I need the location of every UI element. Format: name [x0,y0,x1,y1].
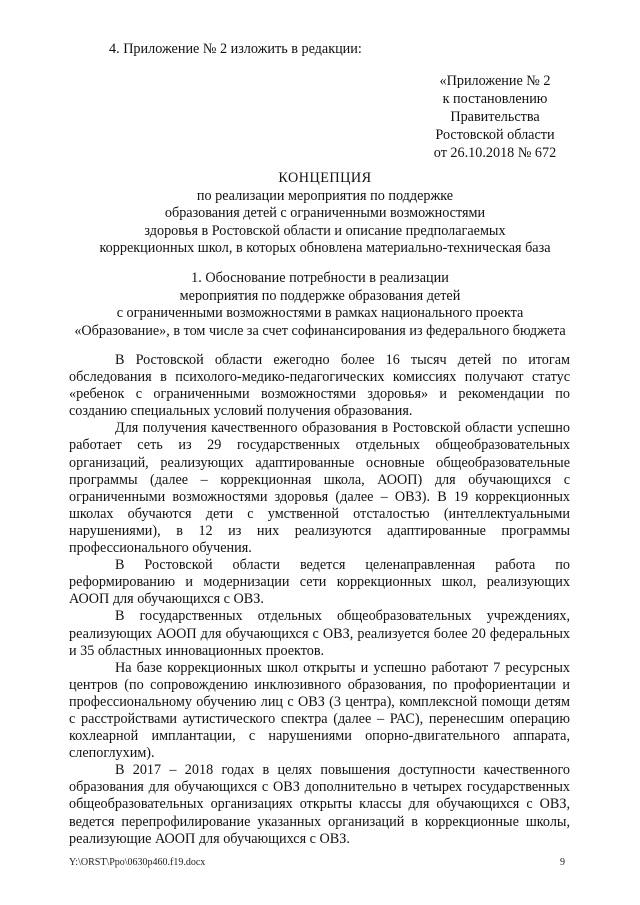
paragraph: В Ростовской области ежегодно более 16 тысяч детей по итогам обследования в психолого-медико-педагогических комиссиях получают статус «ребенок с ограниченными возможностями здоровья» и рекомендации по созданию специальных условий получения образования. [69,352,570,420]
amendment-item: 4. Приложение № 2 изложить в редакции: [109,41,362,57]
appendix-line: от 26.10.2018 № 672 [433,145,557,161]
appendix-line: Ростовской области [435,127,555,143]
appendix-line: к постановлению [442,91,548,107]
paragraph: Для получения качественного образования в Ростовской области успешно работает сеть из 29 государственных отдельных общеобразовательных организаций, реализующих адаптированные основные общеобразовательные программы (далее – коррекционная школа, АООП) для обучающихся с ограниченными возможностями здоровья (далее – ОВЗ). В 19 коррекционных школах обучаются дети с умственной отсталостью (интеллектуальными нарушениями), в 12 из них реализуются адаптированные программы профессионального обучения. [69,420,570,557]
section-heading-line: 1. Обоснование потребности в реализации [191,270,449,286]
appendix-line: Правительства [450,109,540,125]
concept-title: КОНЦЕПЦИЯ [278,170,372,186]
concept-subtitle-line: по реализации мероприятия по поддержке [196,187,454,204]
paragraph: На базе коррекционных школ открыты и успешно работают 7 ресурсных центров (по сопровождению инклюзивного образования, по профориентации и профессиональному обучению лиц с ОВЗ (3 центра), комплексной помощи детям с расстройствами аутистического спектра (далее – РАС), перенесшим операцию кохлеарной имплантации, с нарушениями опорно-двигательного аппарата, слепоглухим). [69,659,570,762]
concept-subtitle-line: здоровья в Ростовской области и описание предполагаемых [144,222,506,239]
concept-subtitle-line: коррекционных школ, в которых обновлена материально-техническая база [99,240,551,256]
section-heading-line: с ограниченными возможностями в рамках национального проекта [116,305,524,321]
section-heading-line: мероприятия по поддержке образования детей [179,287,461,304]
paragraph: В Ростовской области ведется целенаправленная работа по реформированию и модернизации сети коррекционных школ, реализующих АООП для обучающихся с ОВЗ. [69,557,570,608]
section-heading [60,270,580,340]
appendix-header [420,72,570,162]
paragraph: В государственных отдельных общеобразовательных учреждениях, реализующих АООП для обучающихся с ОВЗ, реализуется более 20 федеральных и 35 областных инновационных проектов. [69,608,570,659]
page-number: 9 [560,857,565,868]
body-text [69,352,570,848]
footer-file-path: Y:\ORST\Ppo\0630p460.f19.docx [69,857,206,868]
section-heading-line: «Образование», в том числе за счет софинансирования из федерального бюджета [74,322,566,339]
concept-title-block [75,170,575,258]
appendix-line: «Приложение № 2 [439,73,551,89]
concept-subtitle-line: образования детей с ограниченными возможностями [164,205,486,221]
paragraph: В 2017 – 2018 годах в целях повышения доступности качественного образования для обучающихся с ОВЗ дополнительно в четырех государственных общеобразовательных организациях открыты классы для обучающихся с ОВЗ, ведется перепрофилирование указанных организаций в коррекционные школы, реализующие АООП для обучающихся с ОВЗ. [69,762,570,847]
